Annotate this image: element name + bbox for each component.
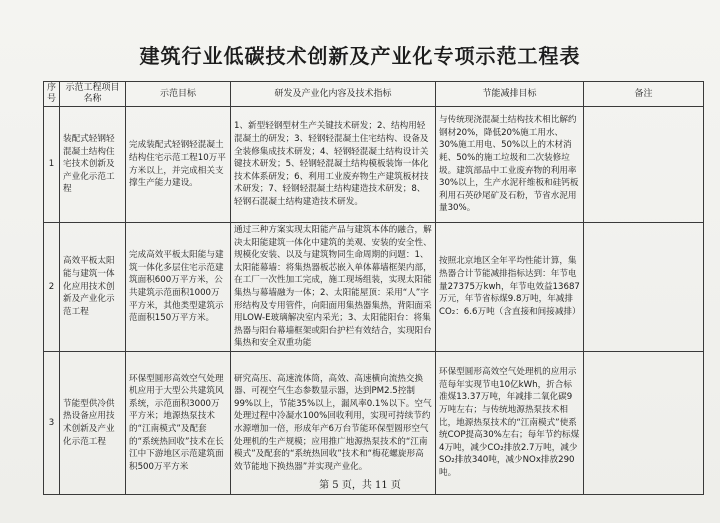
row-project-name: 节能型供冷供热设备应用技术创新及产业化示范工程	[60, 351, 126, 494]
page-title: 建筑行业低碳技术创新及产业化专项示范工程表	[139, 44, 581, 68]
row-content: 1、新型轻钢型材生产关键技术研发；2、结构用轻混凝土的研发；3、轻钢轻混凝土住宅结构、设备及全装修集成技术研发；4、轻钢轻混凝土结构设计关键技术研发；5、轻钢轻混凝土结构模板装饰一体化技术体系研发；6、利用工业废弃物生产建筑板材技术研发；7、轻钢轻混凝土结构建造技术研发；8、轻钢石混凝土结构建造技术研发。	[231, 107, 436, 223]
table-header-row	[44, 82, 704, 107]
row-project-name: 装配式轻钢轻混凝土结构住宅技术创新及产业化示范工程	[60, 107, 126, 223]
table-row	[44, 223, 704, 352]
row-content: 通过三种方案实现太阳能产品与建筑本体的融合，解决太阳能建筑一体化中建筑的美观、安装的安全性、规模化安装、以及与建筑物同生命周期的问题：1、太阳能幕墙：将集热器板芯嵌入单体幕墙框架内部，在工厂一次性加工完成，施工现场组装，实现太阳能集热与幕墙融为一体；2、太阳能屋顶：采用“人”字形结构及专用管件，向阳面用集热器集热，背阳面采用LOW-E玻璃解决室内采光；3、太阳能阳台：将集热器与阳台幕墙框架或阳台护栏有效结合，实现阳台集热和安全双重功能	[231, 223, 436, 352]
row-note	[584, 223, 704, 352]
row-goal: 环保型圆形高效空气处理机应用于大型公共建筑风系统，示范面积3000万平方米；地源热泵技术的“江南模式”及配套的“系统热回收”技术在长江中下游地区示范建筑面积500万平方米	[126, 351, 231, 494]
table-row	[44, 351, 704, 494]
row-reduction: 与传统现浇混凝土结构技术相比解约钢材20%，降低20%施工用水、30%施工用电、50%以上的木材消耗、50%的施工垃圾和二次装修垃圾。建筑部品中工业废弃物的利用率30%以上，生产水泥秆维板和硅钙板利用石英砂尾矿及石粉，节省水泥用量30%。	[436, 107, 584, 223]
header-index: 序号	[44, 82, 60, 107]
header-note: 备注	[584, 82, 704, 107]
header-content: 研发及产业化内容及技术指标	[231, 82, 436, 107]
row-index: 1	[44, 107, 60, 223]
row-goal: 完成高效平板太阳能与建筑一体化多层住宅示范建筑面积600万平方米，公共建筑示范面积1000万平方米，其他类型建筑示范面积150万平方米。	[126, 223, 231, 352]
table-row	[44, 107, 704, 223]
row-content: 研究高压、高速流体筒，高效、高速横向流热交换器、可视空气生态参数显示器，达到PM2.5控制99%以上，节能35%以上，漏风率0.1%以下。空气处理过程中冷凝水100%回收利用，实现可持续节约水源增加一倍，形成年产6万台节能环保型圆形空气处理机的生产规模；应用推广地源热泵技术的“江南模式”及配套的“系统热回收”技术和“梅花螺旋形高效节能地下换热器”并实现产业化。	[231, 351, 436, 494]
header-goal: 示范目标	[126, 82, 231, 107]
row-reduction: 环保型圆形高效空气处理机的应用示范每年实现节电10亿kWh，折合标准煤13.37万吨，年减排二氧化碳9万吨左右；与传统地源热泵技术相比，地源热泵技术的“江南模式”使系统COP提高30%左右；每年节约标煤4万吨，减少CO₂排放2.7万吨，减少SO₂排放340吨，减少NOx排放290吨。	[436, 351, 584, 494]
row-project-name: 高效平板太阳能与建筑一体化应用技术创新及产业化示范工程	[60, 223, 126, 352]
header-project-name: 示范工程项目名称	[60, 82, 126, 107]
row-index: 2	[44, 223, 60, 352]
demo-project-table	[43, 81, 704, 495]
row-goal: 完成装配式轻钢轻混凝土结构住宅示范工程10万平方米以上，并完成相关支撑生产能力建设。	[126, 107, 231, 223]
header-reduction: 节能减排目标	[436, 82, 584, 107]
row-note	[584, 107, 704, 223]
page-number: 第 5 页，共 11 页	[319, 480, 401, 491]
row-note	[584, 351, 704, 494]
row-index: 3	[44, 351, 60, 494]
row-reduction: 按照北京地区全年平均性能计算，集热器合计节能减排指标达到：年节电量27375万kwh，年节电效益13687万元，年节省标煤9.8万吨，年减排 CO₂：6.6万吨（含直接和间接减排）	[436, 223, 584, 352]
